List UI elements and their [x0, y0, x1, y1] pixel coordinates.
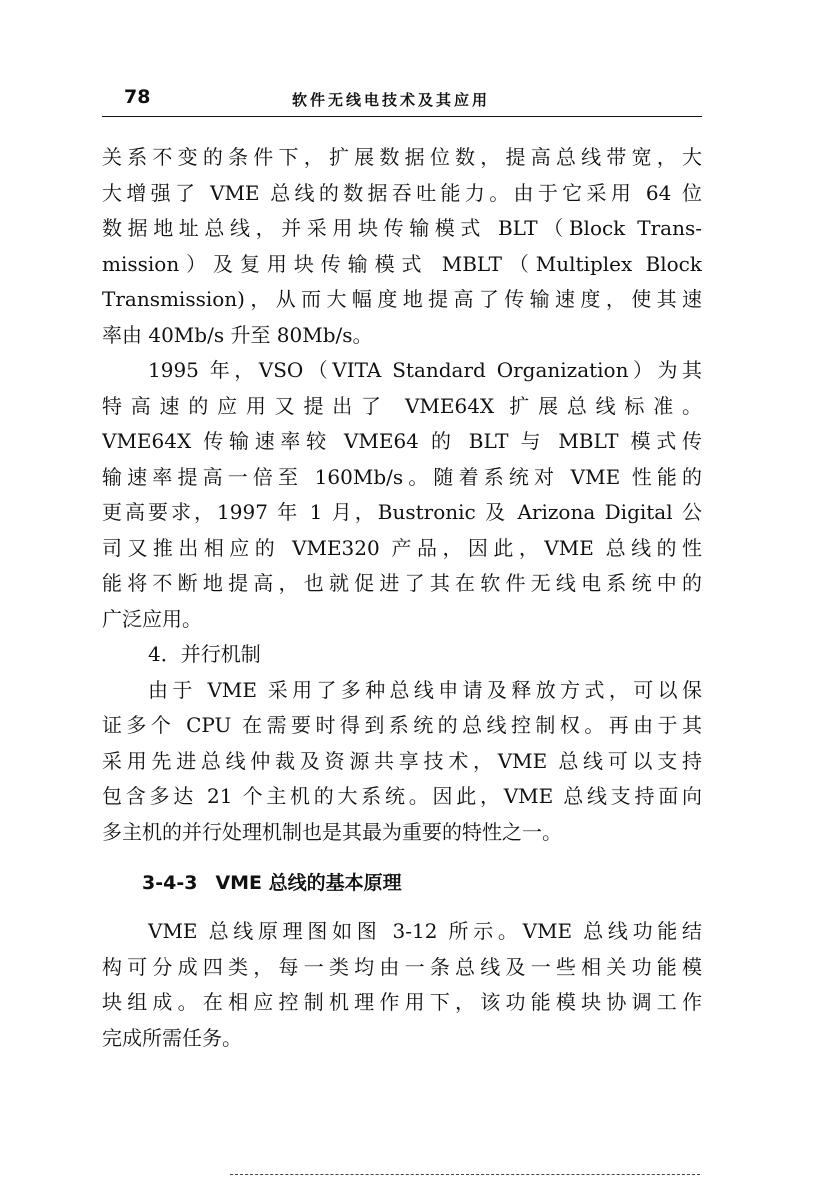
- text-line: 广泛应用。: [102, 606, 202, 631]
- text-line: 能将不断地提高，也就促进了其在软件无线电系统中的: [102, 571, 702, 595]
- section-title: VME 总线的基本原理: [215, 872, 402, 894]
- text-line: 构可分成四类，每一类均由一条总线及一些相关功能模: [102, 954, 702, 979]
- text-line: 包含多达 21 个主机的大系统。因此，VME 总线支持面向: [102, 784, 702, 808]
- text-line: 多主机的并行处理机制也是其最为重要的特性之一。: [102, 819, 562, 844]
- text-line: 输速率提高一倍至 160Mb/s。随着系统对 VME 性能的: [102, 464, 702, 489]
- text-line: 块组成。在相应控制机理作用下，该功能模块协调工作: [102, 990, 702, 1014]
- text-line: 完成所需任务。: [102, 1025, 242, 1050]
- text-line: 率由 40Mb/s 升至 80Mb/s。: [102, 322, 373, 347]
- footer-rule: [230, 1174, 700, 1175]
- text-line: 司又推出相应的 VME320 产品，因此，VME 总线的性: [102, 535, 702, 560]
- section-heading: [142, 868, 402, 895]
- text-line: VME 总线原理图如图 3-12 所示。VME 总线功能结: [148, 919, 702, 943]
- text-line: Transmission)，从而大幅度地提高了传输速度，使其速: [102, 287, 702, 311]
- page-number: 78: [124, 86, 151, 108]
- body-text: [102, 140, 702, 850]
- page-header: [102, 86, 702, 116]
- text-line: 关系不变的条件下，扩展数据位数，提高总线带宽，大: [102, 145, 702, 169]
- text-line: mission）及复用块传输模式 MBLT（Multiplex Block: [102, 251, 702, 276]
- text-line: 采用先进总线仲裁及资源共享技术，VME 总线可以支持: [102, 748, 702, 773]
- text-line: 1995 年，VSO（VITA Standard Organization）为其: [148, 358, 702, 382]
- running-title: 软件无线电技术及其应用: [292, 91, 491, 109]
- text-line: VME64X 传输速率较 VME64 的 BLT 与 MBLT 模式传: [102, 429, 702, 453]
- subheading-parallel-mechanism: 4．并行机制: [148, 642, 261, 666]
- text-line: 更高要求，1997 年 1 月，Bustronic 及 Arizona Digital 公: [102, 500, 702, 524]
- header-rule: [102, 116, 702, 117]
- text-line: 由于 VME 采用了多种总线申请及释放方式，可以保: [148, 677, 702, 702]
- text-line: 证多个 CPU 在需要时得到系统的总线控制权。再由于其: [102, 713, 702, 737]
- text-line: 特高速的应用又提出了 VME64X 扩展总线标准。: [102, 393, 702, 418]
- section-body-text: [102, 914, 702, 1056]
- text-line: 大增强了 VME 总线的数据吞吐能力。由于它采用 64 位: [102, 180, 702, 205]
- section-number: 3-4-3: [142, 872, 198, 894]
- text-line: 数据地址总线，并采用块传输模式 BLT（Block Trans-: [102, 216, 702, 240]
